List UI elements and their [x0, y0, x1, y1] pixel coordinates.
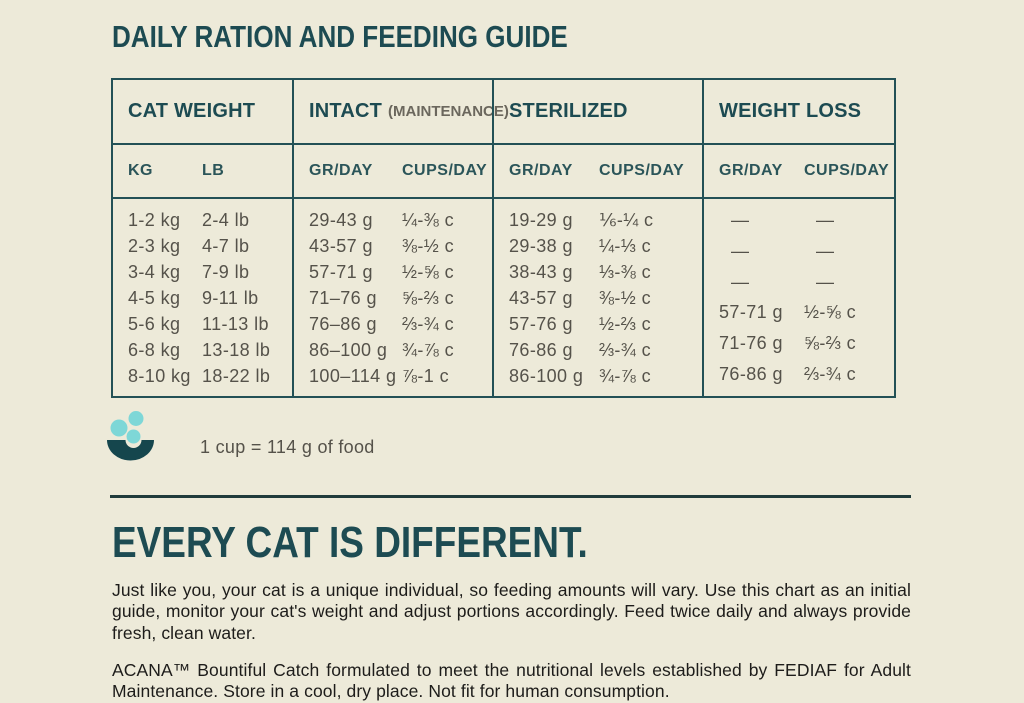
subheader-lb: LB — [202, 162, 225, 179]
table-row — [494, 233, 702, 259]
cell-cups: — — [816, 240, 835, 261]
subheader-weight-loss — [704, 145, 894, 199]
column-cat-weight — [113, 80, 292, 396]
cell-lb: 13-18 lb — [202, 340, 271, 361]
table-row — [113, 207, 292, 233]
table-row — [704, 210, 894, 231]
cell-lb: 9-11 lb — [202, 287, 259, 308]
subheader-gr-day: GR/DAY — [309, 162, 373, 179]
table-row — [113, 233, 292, 259]
cell-grams: 76–86 g — [309, 314, 377, 335]
cell-cups: ⅝-⅔ c — [804, 333, 857, 354]
table-row — [294, 259, 492, 285]
cell-grams: 71–76 g — [309, 287, 377, 308]
subheader-cups-day: CUPS/DAY — [804, 162, 890, 179]
table-row — [704, 364, 894, 385]
cell-cups: ¼-⅜ c — [402, 209, 455, 230]
data-sterilized — [494, 199, 702, 396]
cell-kg: 2-3 kg — [128, 235, 181, 256]
cell-cups: ⅔-¾ c — [804, 364, 857, 385]
cell-cups: ½-⅝ c — [402, 261, 455, 282]
table-row — [113, 364, 292, 390]
cell-cups: ¾-⅞ c — [599, 366, 652, 387]
table-row — [294, 207, 492, 233]
cell-grams: 76-86 g — [719, 364, 783, 385]
page-title — [112, 20, 655, 54]
cell-kg: 1-2 kg — [128, 209, 181, 230]
cell-cups: ⅞-1 c — [402, 366, 450, 387]
section-heading — [112, 518, 678, 567]
cell-cups: — — [816, 271, 835, 292]
page-title-text: DAILY RATION AND FEEDING GUIDE — [112, 19, 568, 54]
cell-cups: ⅝-⅔ c — [402, 287, 455, 308]
table-row — [494, 338, 702, 364]
table-row — [494, 207, 702, 233]
cell-lb: 2-4 lb — [202, 209, 250, 230]
cell-grams: 43-57 g — [309, 235, 373, 256]
table-row — [113, 285, 292, 311]
table-row — [113, 338, 292, 364]
table-row — [294, 338, 492, 364]
table-row — [294, 364, 492, 390]
cell-kg: 5-6 kg — [128, 314, 181, 335]
column-header-label: WEIGHT LOSS — [719, 100, 862, 122]
cell-lb: 7-9 lb — [202, 261, 250, 282]
column-header-label: STERILIZED — [509, 100, 628, 122]
table-row — [113, 312, 292, 338]
table-row — [294, 233, 492, 259]
cell-grams: — — [731, 271, 750, 292]
formulation-paragraph: ACANA™ Bountiful Catch formulated to meet the nutritional levels established by FEDIAF for Adult Maintenance. Store in a cool, dry place. Not fit for human consumption. — [112, 659, 911, 701]
cell-cups: ⅜-½ c — [599, 287, 652, 308]
column-header-weight-loss — [704, 80, 894, 145]
table-row — [494, 285, 702, 311]
column-sterilized — [492, 80, 702, 396]
column-header-sterilized — [494, 80, 702, 145]
table-row — [294, 285, 492, 311]
cell-lb: 4-7 lb — [202, 235, 250, 256]
table-row — [494, 259, 702, 285]
cell-grams: 57-76 g — [509, 314, 573, 335]
cell-grams: 29-43 g — [309, 209, 373, 230]
cell-grams: 76-86 g — [509, 340, 573, 361]
cell-cups: ⅓-⅜ c — [599, 261, 652, 282]
subheader-cat-weight — [113, 145, 292, 199]
bowl-with-kibble-icon — [106, 411, 156, 468]
cell-kg: 3-4 kg — [128, 261, 181, 282]
cell-lb: 18-22 lb — [202, 366, 271, 387]
data-intact — [294, 199, 492, 396]
cell-kg: 6-8 kg — [128, 340, 181, 361]
data-cat-weight — [113, 199, 292, 396]
cell-grams: 86–100 g — [309, 340, 388, 361]
column-header-intact — [294, 80, 509, 145]
column-weight-loss — [702, 80, 894, 396]
column-header-cat-weight — [113, 80, 292, 145]
section-heading-text: EVERY CAT IS DIFFERENT. — [112, 518, 588, 567]
cell-grams: 71-76 g — [719, 333, 783, 354]
cell-grams: 100–114 g — [309, 366, 397, 387]
table-row — [494, 364, 702, 390]
cell-cups: ⅔-¾ c — [599, 340, 652, 361]
cell-kg: 8-10 kg — [128, 366, 191, 387]
table-row — [113, 259, 292, 285]
cup-equivalence-note: 1 cup = 114 g of food — [200, 437, 375, 457]
subheader-gr-day: GR/DAY — [719, 162, 783, 179]
cell-grams: 57-71 g — [719, 302, 783, 323]
cell-cups: ⅜-½ c — [402, 235, 455, 256]
cell-cups: ⅔-¾ c — [402, 314, 455, 335]
data-weight-loss — [704, 199, 894, 396]
cell-grams: — — [731, 209, 750, 230]
cell-grams: 19-29 g — [509, 209, 573, 230]
table-row — [494, 312, 702, 338]
cell-cups: ⅙-¼ c — [599, 209, 654, 230]
cell-lb: 11-13 lb — [202, 314, 269, 335]
subheader-intact — [294, 145, 492, 199]
column-header-label: INTACT — [309, 100, 383, 122]
cell-cups: ½-⅝ c — [804, 302, 857, 323]
table-row — [704, 333, 894, 354]
column-header-label: CAT WEIGHT — [128, 100, 256, 122]
table-row — [704, 241, 894, 262]
subheader-sterilized — [494, 145, 702, 199]
cell-cups: ¾-⅞ c — [402, 340, 455, 361]
feeding-guide-table — [111, 78, 896, 398]
section-divider — [110, 495, 911, 498]
subheader-kg: KG — [128, 162, 153, 179]
table-row — [294, 312, 492, 338]
cell-grams: 38-43 g — [509, 261, 573, 282]
cell-cups: ¼-⅓ c — [599, 235, 652, 256]
cell-grams: 86-100 g — [509, 366, 584, 387]
feeding-advice-paragraph: Just like you, your cat is a unique individual, so feeding amounts will vary. Use this chart as an initial guide, monitor your cat's weight and adjust portions accordingly. Feed twice daily and always provide fresh, clean water. — [112, 579, 911, 643]
subheader-cups-day: CUPS/DAY — [402, 162, 488, 179]
column-header-suffix: (MAINTENANCE) — [388, 103, 509, 120]
cell-grams: 29-38 g — [509, 235, 573, 256]
table-row — [704, 302, 894, 323]
cell-cups: ½-⅔ c — [599, 314, 652, 335]
cell-cups: — — [816, 209, 835, 230]
subheader-gr-day: GR/DAY — [509, 162, 573, 179]
table-row — [704, 272, 894, 293]
cell-grams: 43-57 g — [509, 287, 573, 308]
column-intact — [292, 80, 509, 396]
subheader-cups-day: CUPS/DAY — [599, 162, 685, 179]
cell-grams: — — [731, 240, 750, 261]
cell-grams: 57-71 g — [309, 261, 373, 282]
cell-kg: 4-5 kg — [128, 287, 181, 308]
